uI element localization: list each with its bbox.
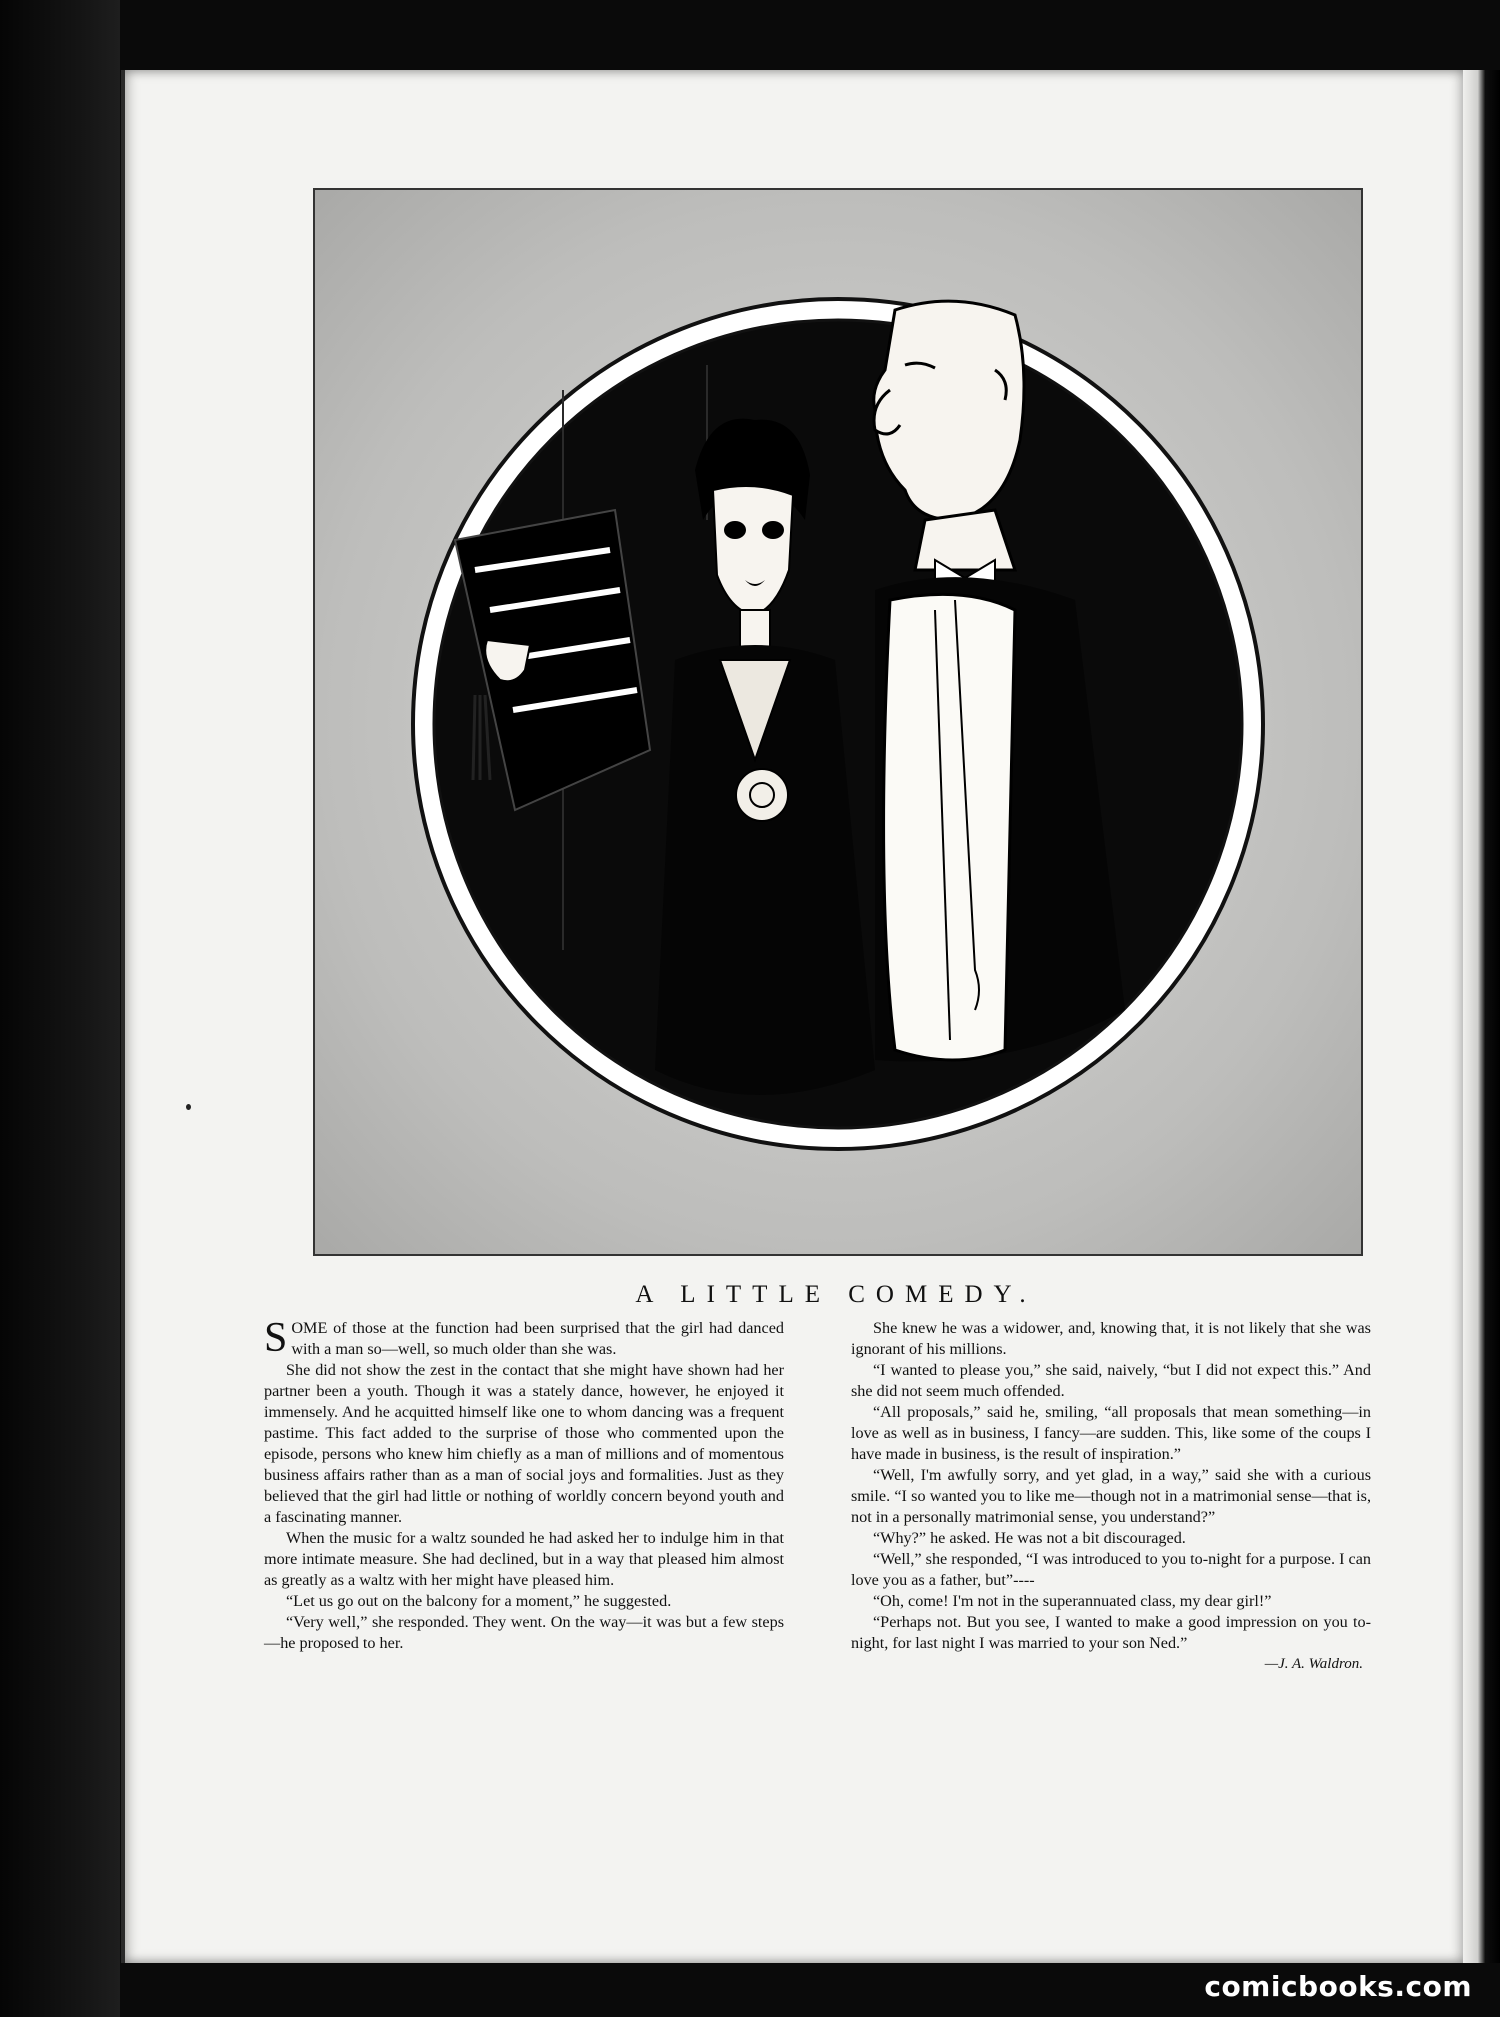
- paragraph: “Let us go out on the balcony for a moment,” he suggested.: [286, 1592, 672, 1610]
- paragraph: “All proposals,” said he, smiling, “all proposals that mean something—in love as well as in business, I fancy—are sudden. This, like some of the coups I have made in business, is the result of inspiration.”: [851, 1403, 1371, 1463]
- paragraph: When the music for a waltz sounded he had asked her to indulge him in that more intimate measure. She had declined, but in a way that pleased him almost as greatly as a waltz with her might have pleased him.: [264, 1529, 784, 1589]
- paragraph: “Very well,” she responded. They went. On the way—it was but a few steps—he proposed to her.: [264, 1613, 784, 1652]
- paragraph: She did not show the zest in the contact that she might have shown had her partner been a youth. Though it was a stately dance, however, he enjoyed it immensely. And he acquitted himself like one to whom dancing was a frequent pastime. This fact added to the surprise of those who commented upon the episode, persons who knew him chiefly as a man of millions and of momentous business affairs rather than as a man of social joys and formalities. Just as they believed that the girl had little or nothing of worldly concern beyond youth and a fascinating manner.: [264, 1361, 784, 1526]
- paragraph: “I wanted to please you,” she said, naively, “but I did not expect this.” And she did not seem much offended.: [851, 1361, 1371, 1400]
- site-watermark: comicbooks.com: [1204, 1970, 1472, 2003]
- woman-eye-right: [762, 521, 784, 539]
- scan-speck: [186, 1104, 191, 1110]
- paragraph: “Oh, come! I'm not in the superannuated class, my dear girl!”: [873, 1592, 1272, 1610]
- page-edge: [121, 70, 125, 1963]
- man-shirt-front: [884, 594, 1015, 1060]
- woman-eye-left: [724, 521, 746, 539]
- paragraph: “Why?” he asked. He was not a bit discouraged.: [873, 1529, 1186, 1547]
- drop-cap: S: [264, 1315, 288, 1361]
- paragraph: “Perhaps not. But you see, I wanted to make a good impression on you to-night, for last night I was married to your son Ned.”: [851, 1613, 1371, 1652]
- rose-corsage: [736, 769, 788, 821]
- paragraph: She knew he was a widower, and, knowing that, it is not likely that she was ignorant of his millions.: [851, 1319, 1371, 1358]
- article-column-left: [264, 1315, 784, 1654]
- scan-border-left: [0, 0, 120, 2017]
- circular-vignette-illustration: [315, 190, 1361, 1254]
- book-spine: [1463, 70, 1500, 1963]
- paragraph: “Well,” she responded, “I was introduced to you to-night for a purpose. I can love you as a father, but”----: [851, 1550, 1371, 1589]
- paragraph: “Well, I'm awfully sorry, and yet glad, in a way,” said she with a curious smile. “I so wanted you to like me—though not in a matrimonial sense—that is, not in a personally matrimonial sense, you understand?”: [851, 1466, 1371, 1526]
- article-title: A LITTLE COMEDY.: [635, 1281, 1037, 1308]
- article-column-right: [851, 1318, 1371, 1675]
- paragraph: SOME of those at the function had been surprised that the girl had danced with a man so—well, so much older than she was.: [264, 1315, 784, 1361]
- author-signature: —J. A. Waldron.: [1264, 1656, 1363, 1672]
- illustration-plate: [313, 188, 1363, 1256]
